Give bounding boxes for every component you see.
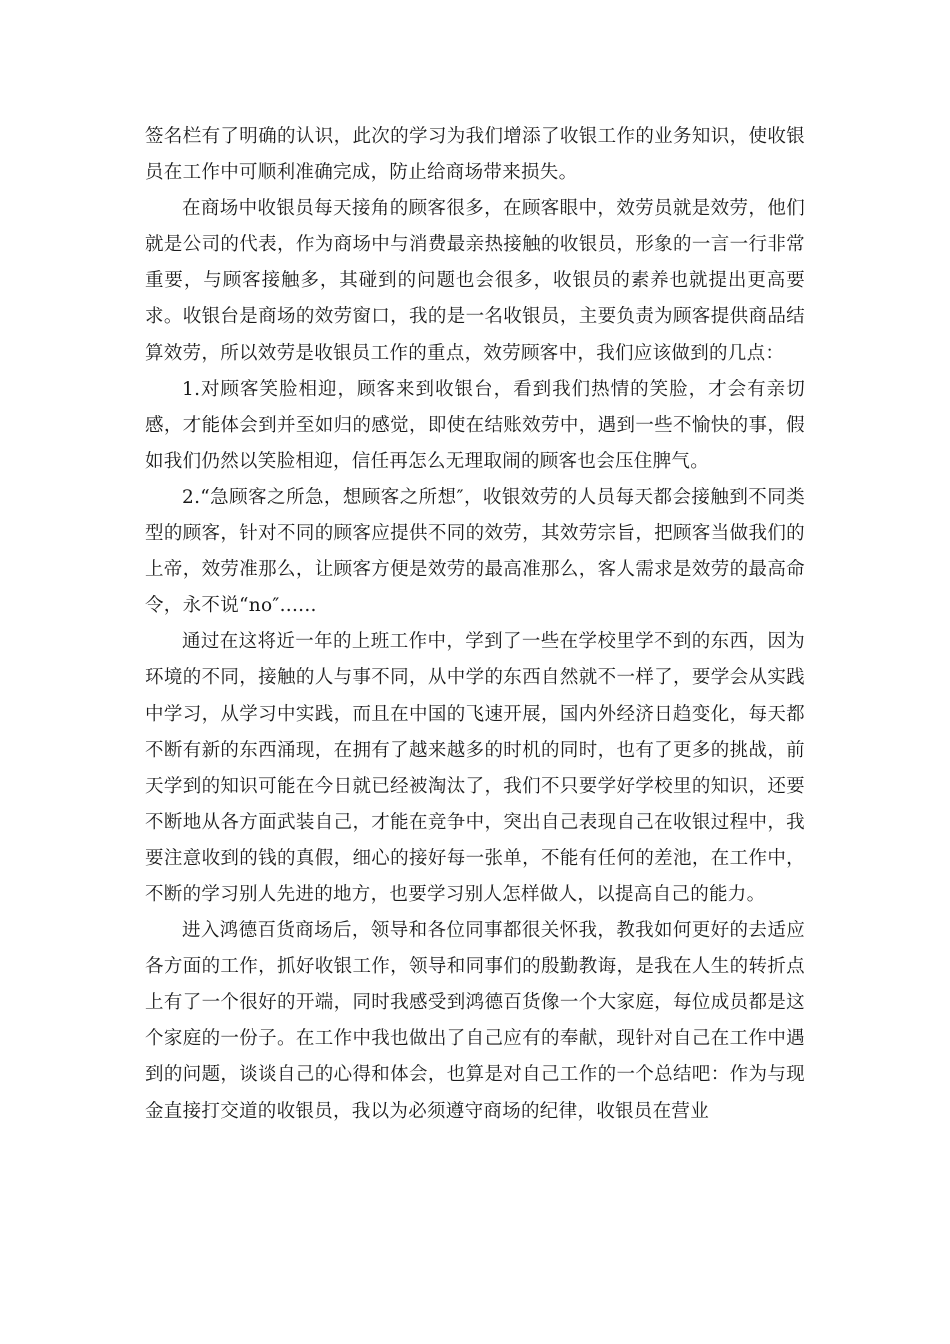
paragraph-6: 进入鸿德百货商场后，领导和各位同事都很关怀我，教我如何更好的去适应各方面的工作，抓好收银工作，领导和同事们的殷勤教诲，是我在人生的转折点上有了一个很好的开端，同时我感受到鸿德百货像一个大家庭，每位成员都是这个家庭的一份子。在工作中我也做出了自己应有的奉献，现针对自己在工作中遇到的问题，谈谈自己的心得和体会，也算是对自己工作的一个总结吧：作为与现金直接打交道的收银员，我以为必须遵守商场的纪律，收银员在营业 <box>145 920 805 1122</box>
paragraph-3: 1.对顾客笑脸相迎，顾客来到收银台，看到我们热情的笑脸，才会有亲切感，才能体会到并至如归的感觉，即使在结账效劳中，遇到一些不愉快的事，假如我们仍然以笑脸相迎，信任再怎么无理取闹的顾客也会压住脾气。 <box>145 378 805 472</box>
paragraph-5: 通过在这将近一年的上班工作中，学到了一些在学校里学不到的东西，因为环境的不同，接触的人与事不同，从中学的东西自然就不一样了，要学会从实践中学习，从学习中实践，而且在中国的飞速开展，国内外经济日趋变化，每天都不断有新的东西涌现，在拥有了越来越多的时机的同时，也有了更多的挑战，前天学到的知识可能在今日就已经被淘汰了，我们不只要学好学校里的知识，还要不断地从各方面武装自己，才能在竞争中，突出自己表现自己在收银过程中，我要注意收到的钱的真假，细心的接好每一张单，不能有任何的差池，在工作中，不断的学习别人先进的地方，也要学习别人怎样做人，以提高自己的能力。 <box>145 631 805 905</box>
paragraph-2: 在商场中收银员每天接角的顾客很多，在顾客眼中，效劳员就是效劳，他们就是公司的代表，作为商场中与消费最亲热接触的收银员，形象的一言一行非常重要，与顾客接触多，其碰到的问题也会很多，收银员的素养也就提出更高要求。收银台是商场的效劳窗口，我的是一名收银员，主要负责为顾客提供商品结算效劳，所以效劳是收银员工作的重点，效劳顾客中，我们应该做到的几点： <box>145 198 805 364</box>
paragraph-4: 2.“急顾客之所急，想顾客之所想″，收银效劳的人员每天都会接触到不同类型的顾客，针对不同的顾客应提供不同的效劳，其效劳宗旨，把顾客当做我们的上帝，效劳准那么，让顾客方便是效劳的最高准那么，客人需求是效劳的最高命令，永不说“no″...... <box>145 486 805 617</box>
paragraph-1: 签名栏有了明确的认识，此次的学习为我们增添了收银工作的业务知识，使收银员在工作中可顺利准确完成，防止给商场带来损失。 <box>145 126 805 184</box>
document-body <box>145 119 805 1130</box>
